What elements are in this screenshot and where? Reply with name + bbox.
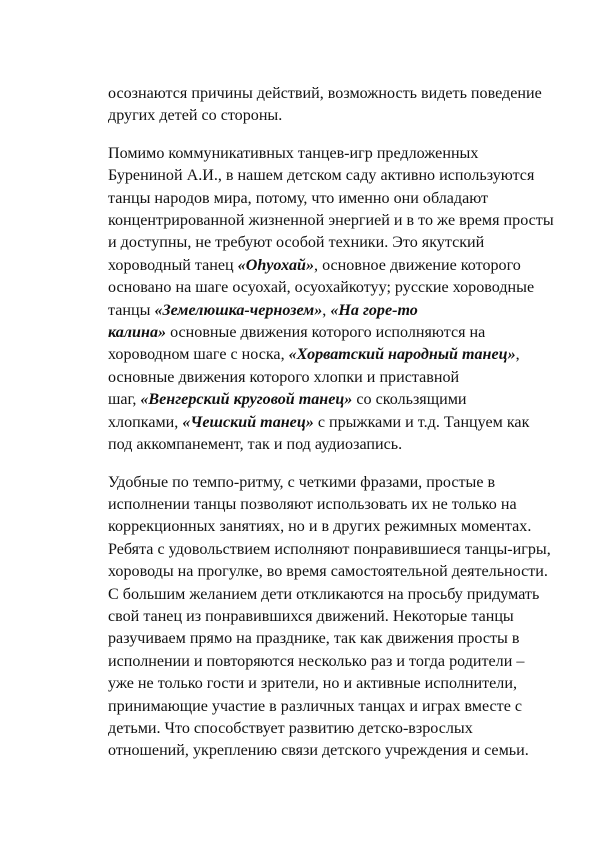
paragraph-2-line-12: шаг, «Венгерский круговой танец» со скользящими [108, 391, 467, 409]
dance-title-ohuokhai: «Оһуохай» [237, 256, 315, 274]
paragraph-3-line-12: детьми. Что способствует развитию детско-взрослых [108, 719, 473, 737]
dance-title-croatian: «Хорватский народный танец» [288, 346, 516, 364]
dance-title-na-gore-part-1: «На горе-то [330, 301, 418, 319]
paragraph-3-line-11: принимающие участие в различных танцах и играх вместе с [108, 697, 523, 715]
paragraph-2-line-7: основано на шаге осуохай, осуохайкотуу; русские хороводные [108, 279, 535, 297]
dance-title-na-gore-part-2: калина» [108, 324, 167, 342]
paragraph-2-line-13: хлопками, «Чешский танец» с прыжками и т.д. Танцуем как [108, 413, 530, 431]
paragraph-2-line-10: хороводном шаге с носка, «Хорватский народный танец», [108, 346, 520, 364]
paragraph-2-line-4: концентрированной жизненной энергией и в то же время просты [108, 212, 554, 230]
paragraph-3-line-4: Ребята с удовольствием исполняют понравившиеся танцы-игры, [108, 540, 551, 558]
paragraph-2-line-8: танцы «Земелюшка-чернозем», «На горе-то [108, 301, 418, 319]
body-text [108, 83, 578, 763]
dance-title-czech: «Чешский танец» [182, 413, 314, 431]
paragraph-2-line-5: и доступны, не требуют особой техники. Это якутский [108, 234, 485, 252]
paragraph-3-line-1: Удобные по темпо-ритму, с четкими фразами, простые в [108, 473, 496, 491]
paragraph-1-line-1: осознаются причины действий, возможность видеть поведение [108, 85, 542, 102]
paragraph-2-line-9: калина» основные движения которого исполняются на [108, 324, 486, 342]
paragraph-3-line-9: исполнении и повторяются несколько раз и тогда родители – [108, 652, 525, 670]
paragraph-3-line-10: уже не только гости и зрители, но и активные исполнители, [108, 675, 517, 693]
paragraph-2-line-6: хороводный танец «Оһуохай», основное движение которого [108, 256, 521, 274]
paragraph-2-line-14: под аккомпанемент, так и под аудиозапись. [108, 436, 403, 454]
dance-title-hungarian: «Венгерский круговой танец» [140, 391, 353, 409]
paragraph-3-line-5: хороводы на прогулке, во время самостоятельной деятельности. [108, 563, 548, 581]
paragraph-2-line-1: Помимо коммуникативных танцев-игр предложенных [108, 144, 479, 162]
paragraph-3-line-2: исполнении танцы позволяют использовать их не только на [108, 495, 517, 513]
paragraph-2-line-11: основные движения которого хлопки и приставной [108, 368, 460, 386]
paragraph-2-line-3: танцы народов мира, потому, что именно они обладают [108, 189, 489, 207]
paragraph-2-line-2: Бурениной А.И., в нашем детском саду активно используются [108, 167, 535, 185]
paragraph-1-line-2: других детей со стороны. [108, 107, 283, 125]
paragraph-3-line-7: свой танец из понравившихся движений. Некоторые танцы [108, 607, 514, 625]
paragraph-3-line-6: С большим желанием дети откликаются на просьбу придумать [108, 585, 540, 603]
paragraph-3-line-3: коррекционных занятиях, но и в других режимных моментах. [108, 518, 532, 536]
paragraph-3-line-8: разучиваем прямо на празднике, так как движения просты в [108, 630, 520, 648]
paragraph-3-line-13: отношений, укреплению связи детского учреждения и семьи. [108, 742, 529, 760]
dance-title-zemelyushka: «Земелюшка-чернозем» [154, 301, 323, 319]
